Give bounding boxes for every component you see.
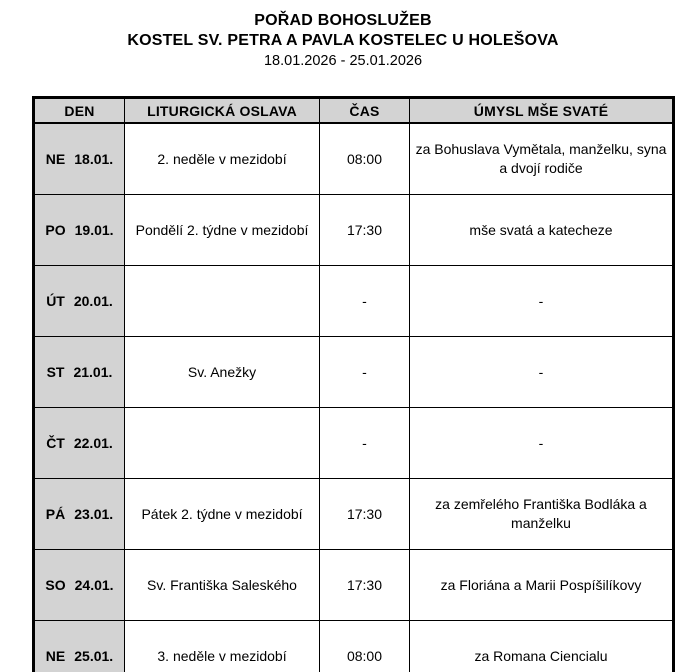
day-cell [34,195,125,266]
celebration-cell [125,408,320,479]
day-date: 19.01. [74,221,114,238]
day-date: 24.01. [74,576,114,593]
table-row [34,550,674,621]
table-row [34,337,674,408]
day-cell [34,337,125,408]
day-abbr: ČT [46,434,65,451]
time-cell: 17:30 [320,479,410,550]
intention-cell: za zemřelého Františka Bodláka a manželku [410,479,674,550]
document-title: POŘAD BOHOSLUŽEB [254,12,432,29]
time-cell: 17:30 [320,195,410,266]
time-cell: - [320,337,410,408]
day-date: 22.01. [73,434,113,451]
day-date: 25.01. [74,647,114,664]
day-date: 18.01. [74,150,114,167]
day-abbr: PO [45,221,66,238]
day-abbr: ÚT [46,292,65,309]
table-row [34,266,674,337]
intention-cell: - [410,408,674,479]
time-cell: 17:30 [320,550,410,621]
document-header [0,0,686,71]
celebration-cell: Pátek 2. týdne v mezidobí [125,479,320,550]
schedule-table [32,96,675,672]
day-cell [34,266,125,337]
table-row [34,621,674,672]
table-row [34,408,674,479]
day-date: 20.01. [73,292,113,309]
day-abbr: NE [45,647,66,664]
intention-cell: za Bohuslava Vymětala, manželku, syna a dvojí rodiče [410,123,674,195]
day-abbr: ST [46,363,65,380]
table-header-row [34,98,674,124]
celebration-cell: 3. neděle v mezidobí [125,621,320,672]
document-subtitle: KOSTEL SV. PETRA A PAVLA KOSTELEC U HOLEŠOVA [127,32,559,49]
table-row [34,195,674,266]
day-cell [34,123,125,195]
day-cell [34,621,125,672]
celebration-cell: Sv. Františka Saleského [125,550,320,621]
day-date: 23.01. [74,505,114,522]
day-abbr: SO [45,576,66,593]
day-cell [34,479,125,550]
celebration-cell: Sv. Anežky [125,337,320,408]
celebration-cell: Pondělí 2. týdne v mezidobí [125,195,320,266]
day-abbr: PÁ [45,505,66,522]
column-header-den: DEN [34,98,125,124]
day-abbr: NE [45,150,66,167]
table-row [34,479,674,550]
date-range: 18.01.2026 - 25.01.2026 [263,53,423,69]
celebration-cell [125,266,320,337]
intention-cell: za Romana Ciencialu [410,621,674,672]
time-cell: 08:00 [320,123,410,195]
intention-cell: - [410,337,674,408]
day-cell [34,408,125,479]
column-header-umysl-mse-svate: ÚMYSL MŠE SVATÉ [410,98,674,124]
day-cell [34,550,125,621]
time-cell: - [320,408,410,479]
column-header-cas: ČAS [320,98,410,124]
day-date: 21.01. [73,363,113,380]
table-row [34,123,674,195]
column-header-liturgicka-oslava: LITURGICKÁ OSLAVA [125,98,320,124]
time-cell: - [320,266,410,337]
celebration-cell: 2. neděle v mezidobí [125,123,320,195]
intention-cell: za Floriána a Marii Pospíšilíkovy [410,550,674,621]
time-cell: 08:00 [320,621,410,672]
intention-cell: - [410,266,674,337]
intention-cell: mše svatá a katecheze [410,195,674,266]
